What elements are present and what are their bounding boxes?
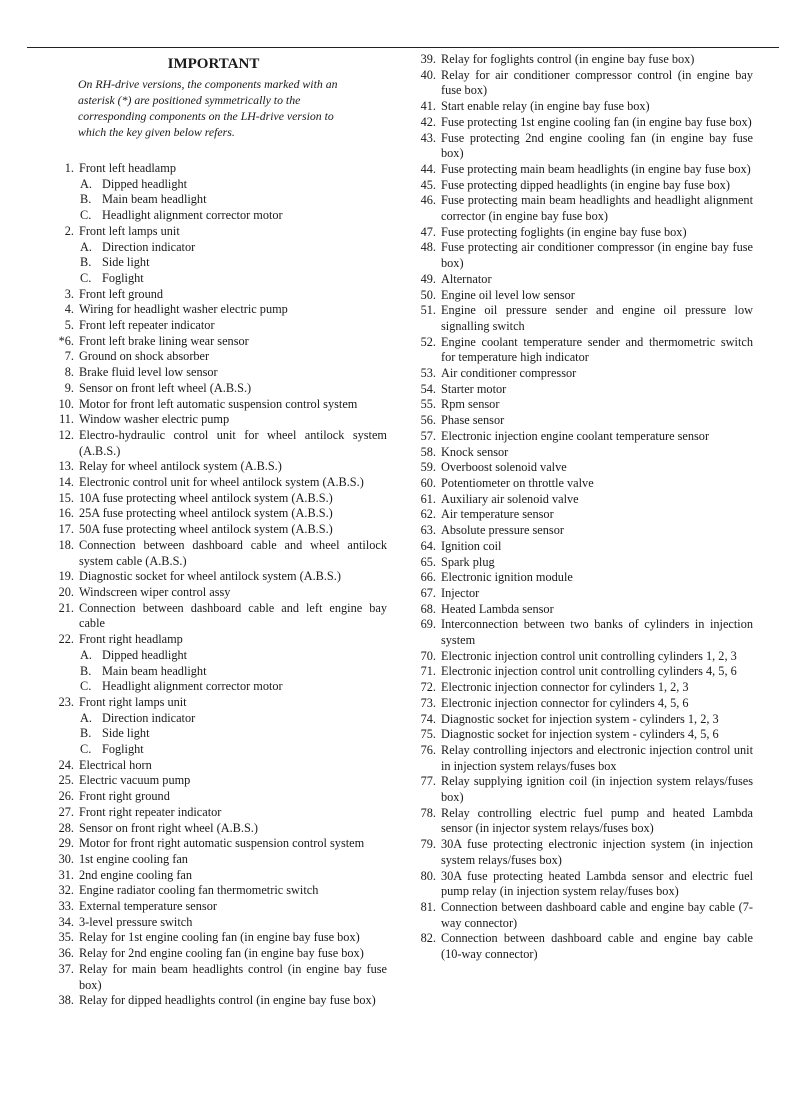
item-number: 9. bbox=[64, 380, 74, 395]
item-number: 55. bbox=[420, 397, 436, 412]
item-text: 25A fuse protecting wheel antilock system (A.B.S.) bbox=[79, 506, 333, 521]
item-number: 8. bbox=[64, 365, 74, 380]
item-number: 79. bbox=[420, 837, 436, 852]
list-item bbox=[408, 570, 753, 586]
item-number: 4. bbox=[64, 302, 74, 317]
sub-item bbox=[40, 679, 387, 695]
item-text: Alternator bbox=[441, 271, 492, 286]
list-item bbox=[408, 869, 753, 900]
item-text: Relay controlling injectors and electronic injection control unit in injection system relays/fuses box bbox=[441, 742, 753, 773]
item-number: 42. bbox=[420, 114, 436, 129]
item-number: 32. bbox=[58, 883, 74, 898]
item-text: Fuse protecting main beam headlights (in engine bay fuse box) bbox=[441, 161, 751, 176]
list-item bbox=[408, 476, 753, 492]
item-number: 74. bbox=[420, 711, 436, 726]
list-item bbox=[408, 52, 753, 68]
list-item bbox=[40, 365, 387, 381]
item-text: Engine oil level low sensor bbox=[441, 287, 575, 302]
item-text: Front right lamps unit bbox=[79, 694, 187, 709]
item-text: Rpm sensor bbox=[441, 397, 500, 412]
list-item bbox=[40, 397, 387, 413]
list-item bbox=[408, 743, 753, 774]
item-number: 56. bbox=[420, 413, 436, 428]
item-number: 48. bbox=[420, 240, 436, 255]
item-number: 1. bbox=[64, 161, 74, 175]
sub-item bbox=[40, 192, 387, 208]
item-number: 13. bbox=[58, 459, 74, 474]
sub-item-letter: C. bbox=[80, 679, 92, 694]
sub-item-text: Headlight alignment corrector motor bbox=[102, 208, 283, 223]
item-number: 37. bbox=[58, 961, 74, 976]
item-number: 46. bbox=[420, 193, 436, 208]
item-text: Relay for foglights control (in engine bay fuse box) bbox=[441, 52, 695, 66]
list-item bbox=[408, 445, 753, 461]
item-text: Front right headlamp bbox=[79, 632, 183, 647]
item-number: 33. bbox=[58, 899, 74, 914]
item-number: 41. bbox=[420, 99, 436, 114]
sub-item-letter: B. bbox=[80, 255, 92, 270]
item-text: Motor for front left automatic suspension control system bbox=[79, 396, 358, 411]
item-text: Motor for front right automatic suspension control system bbox=[79, 836, 365, 851]
list-item bbox=[408, 240, 753, 271]
sub-item-text: Side light bbox=[102, 255, 150, 270]
item-text: Phase sensor bbox=[441, 413, 505, 428]
list-item bbox=[40, 758, 387, 774]
item-text: Auxiliary air solenoid valve bbox=[441, 491, 579, 506]
sub-item-letter: A. bbox=[80, 647, 92, 662]
list-item bbox=[408, 397, 753, 413]
list-item bbox=[408, 712, 753, 728]
list-item bbox=[40, 538, 387, 569]
list-item bbox=[408, 539, 753, 555]
list-item bbox=[40, 821, 387, 837]
item-text: Air temperature sensor bbox=[441, 507, 554, 522]
item-text: 30A fuse protecting heated Lambda sensor and electric fuel pump relay (in injection system relay/fuses box) bbox=[441, 868, 753, 899]
list-item bbox=[40, 601, 387, 632]
item-number: 34. bbox=[58, 914, 74, 929]
list-item bbox=[40, 695, 387, 711]
top-rule bbox=[27, 47, 779, 48]
item-text: Diagnostic socket for injection system - cylinders 1, 2, 3 bbox=[441, 711, 719, 726]
list-item bbox=[40, 334, 387, 350]
item-number: 27. bbox=[58, 804, 74, 819]
item-text: Electric vacuum pump bbox=[79, 773, 191, 788]
list-item bbox=[40, 302, 387, 318]
list-item bbox=[408, 492, 753, 508]
list-item bbox=[408, 507, 753, 523]
list-item bbox=[40, 915, 387, 931]
item-number: 45. bbox=[420, 177, 436, 192]
sub-item bbox=[40, 726, 387, 742]
item-number: 63. bbox=[420, 523, 436, 538]
item-number: 25. bbox=[58, 773, 74, 788]
list-item bbox=[408, 193, 753, 224]
item-number: 81. bbox=[420, 899, 436, 914]
item-text: Air conditioner compressor bbox=[441, 366, 577, 381]
list-item bbox=[40, 773, 387, 789]
item-text: Wiring for headlight washer electric pump bbox=[79, 302, 288, 317]
item-number: 44. bbox=[420, 161, 436, 176]
list-item bbox=[40, 224, 387, 240]
list-item bbox=[40, 836, 387, 852]
item-text: Diagnostic socket for injection system - cylinders 4, 5, 6 bbox=[441, 727, 719, 742]
list-item bbox=[408, 115, 753, 131]
item-text: Engine oil pressure sender and engine oil pressure low signalling switch bbox=[441, 303, 753, 333]
sub-item-text: Headlight alignment corrector motor bbox=[102, 679, 283, 694]
item-number: 36. bbox=[58, 946, 74, 961]
list-item bbox=[40, 318, 387, 334]
list-item bbox=[408, 727, 753, 743]
item-number: 70. bbox=[420, 648, 436, 663]
item-number: 57. bbox=[420, 428, 436, 443]
item-number: 59. bbox=[420, 460, 436, 475]
item-text: Front left lamps unit bbox=[79, 223, 180, 238]
item-number: 24. bbox=[58, 757, 74, 772]
sub-item-text: Direction indicator bbox=[102, 710, 196, 725]
item-number: 73. bbox=[420, 695, 436, 710]
list-item bbox=[40, 789, 387, 805]
item-text: Front left ground bbox=[79, 286, 164, 301]
item-number: 52. bbox=[420, 334, 436, 349]
item-number: 76. bbox=[420, 742, 436, 757]
sub-item bbox=[40, 255, 387, 271]
item-text: Fuse protecting foglights (in engine bay fuse box) bbox=[441, 224, 687, 239]
item-text: Sensor on front left wheel (A.B.S.) bbox=[79, 380, 252, 395]
item-number: 72. bbox=[420, 680, 436, 695]
item-number: 3. bbox=[64, 286, 74, 301]
item-text: Window washer electric pump bbox=[79, 412, 230, 427]
item-text: Relay for 1st engine cooling fan (in engine bay fuse box) bbox=[79, 930, 360, 945]
list-item bbox=[408, 178, 753, 194]
item-number: 66. bbox=[420, 570, 436, 585]
item-number: 77. bbox=[420, 774, 436, 789]
item-text: Electronic control unit for wheel antilock system (A.B.S.) bbox=[79, 475, 364, 490]
item-number: 71. bbox=[420, 664, 436, 679]
item-text: Start enable relay (in engine bay fuse box) bbox=[441, 99, 650, 114]
item-number: 68. bbox=[420, 601, 436, 616]
sub-item-letter: C. bbox=[80, 270, 92, 285]
list-item bbox=[408, 429, 753, 445]
item-text: Electronic ignition module bbox=[441, 570, 573, 585]
sub-item bbox=[40, 177, 387, 193]
list-item bbox=[40, 428, 387, 459]
list-item bbox=[408, 806, 753, 837]
item-text: 3-level pressure switch bbox=[79, 914, 193, 929]
list-item bbox=[40, 412, 387, 428]
list-item bbox=[408, 837, 753, 868]
list-item bbox=[408, 680, 753, 696]
component-list-left bbox=[40, 161, 387, 1009]
list-item bbox=[408, 68, 753, 99]
sub-item-letter: C. bbox=[80, 742, 92, 757]
list-item bbox=[40, 475, 387, 491]
list-item bbox=[40, 459, 387, 475]
item-text: Connection between dashboard cable and wheel antilock system cable (A.B.S.) bbox=[79, 537, 387, 568]
item-text: Heated Lambda sensor bbox=[441, 601, 554, 616]
item-number: 17. bbox=[58, 522, 74, 537]
item-number: 5. bbox=[64, 318, 74, 333]
list-item bbox=[40, 522, 387, 538]
sub-item-letter: A. bbox=[80, 176, 92, 191]
list-item bbox=[408, 225, 753, 241]
item-number: 39. bbox=[420, 52, 436, 66]
item-text: Fuse protecting air conditioner compressor (in engine bay fuse box) bbox=[441, 240, 753, 271]
item-text: Injector bbox=[441, 585, 480, 600]
item-text: Electro-hydraulic control unit for wheel antilock system (A.B.S.) bbox=[79, 427, 387, 458]
item-number: 78. bbox=[420, 805, 436, 820]
list-item bbox=[408, 366, 753, 382]
list-item bbox=[40, 962, 387, 993]
item-text: Relay for main beam headlights control (in engine bay fuse box) bbox=[79, 961, 387, 992]
list-item bbox=[40, 161, 387, 177]
item-text: Fuse protecting dipped headlights (in engine bay fuse box) bbox=[441, 177, 730, 192]
item-text: Electronic injection control unit controlling cylinders 4, 5, 6 bbox=[441, 664, 737, 679]
item-number: 30. bbox=[58, 851, 74, 866]
item-number: 23. bbox=[58, 694, 74, 709]
item-text: Fuse protecting main beam headlights and headlight alignment corrector (in engine bay fuse box) bbox=[441, 193, 753, 224]
item-number: 35. bbox=[58, 930, 74, 945]
item-text: Engine coolant temperature sender and thermometric switch for temperature high indicator bbox=[441, 334, 753, 365]
item-number: 11. bbox=[59, 412, 74, 427]
item-number: 60. bbox=[420, 475, 436, 490]
sub-item bbox=[40, 664, 387, 680]
item-text: Relay for dipped headlights control (in engine bay fuse box) bbox=[79, 993, 376, 1008]
sub-item bbox=[40, 648, 387, 664]
item-text: Windscreen wiper control assy bbox=[79, 584, 231, 599]
page-heading: IMPORTANT bbox=[167, 56, 260, 72]
sub-item-text: Foglight bbox=[102, 270, 144, 285]
item-text: Front left brake lining wear sensor bbox=[79, 333, 249, 348]
item-text: Ignition coil bbox=[441, 538, 502, 553]
component-list-right bbox=[408, 52, 753, 963]
item-text: Electrical horn bbox=[79, 757, 152, 772]
item-number: 15. bbox=[58, 490, 74, 505]
list-item bbox=[40, 805, 387, 821]
item-text: Electronic injection engine coolant temperature sensor bbox=[441, 428, 710, 443]
item-number: 53. bbox=[420, 366, 436, 381]
item-number: 7. bbox=[64, 349, 74, 364]
item-text: Connection between dashboard cable and engine bay cable (7-way connector) bbox=[441, 899, 753, 930]
item-text: Engine radiator cooling fan thermometric switch bbox=[79, 883, 319, 898]
list-item bbox=[408, 586, 753, 602]
left-column bbox=[40, 52, 387, 1009]
sub-item bbox=[40, 208, 387, 224]
item-text: Electronic injection control unit controlling cylinders 1, 2, 3 bbox=[441, 648, 737, 663]
item-text: Potentiometer on throttle valve bbox=[441, 475, 594, 490]
item-text: Relay for air conditioner compressor control (in engine bay fuse box) bbox=[441, 67, 753, 98]
item-number: 40. bbox=[420, 67, 436, 82]
item-text: Front right repeater indicator bbox=[79, 804, 222, 819]
list-item bbox=[40, 349, 387, 365]
item-number: 21. bbox=[58, 600, 74, 615]
item-text: Starter motor bbox=[441, 381, 507, 396]
list-item bbox=[408, 99, 753, 115]
item-number: 19. bbox=[58, 569, 74, 584]
list-item bbox=[408, 460, 753, 476]
sub-item-text: Foglight bbox=[102, 742, 144, 757]
list-item bbox=[408, 288, 753, 304]
sub-item-text: Direction indicator bbox=[102, 239, 196, 254]
item-number: 61. bbox=[420, 491, 436, 506]
item-text: Knock sensor bbox=[441, 444, 509, 459]
list-item bbox=[40, 569, 387, 585]
item-text: External temperature sensor bbox=[79, 899, 217, 914]
item-text: 50A fuse protecting wheel antilock system (A.B.S.) bbox=[79, 522, 333, 537]
list-item bbox=[40, 506, 387, 522]
item-number: 47. bbox=[420, 224, 436, 239]
item-number: 26. bbox=[58, 789, 74, 804]
sub-item-text: Side light bbox=[102, 726, 150, 741]
right-column bbox=[408, 52, 753, 963]
item-text: 10A fuse protecting wheel antilock system (A.B.S.) bbox=[79, 490, 333, 505]
item-number: *6. bbox=[58, 333, 74, 348]
sub-item-text: Main beam headlight bbox=[102, 663, 207, 678]
list-item bbox=[40, 993, 387, 1009]
item-number: 2. bbox=[64, 223, 74, 238]
item-text: Interconnection between two banks of cylinders in injection system bbox=[441, 617, 753, 648]
sub-item-letter: B. bbox=[80, 726, 92, 741]
item-text: Front right ground bbox=[79, 789, 170, 804]
sub-item bbox=[40, 711, 387, 727]
list-item bbox=[408, 272, 753, 288]
item-text: Sensor on front right wheel (A.B.S.) bbox=[79, 820, 258, 835]
item-text: 30A fuse protecting electronic injection system (in injection system relays/fuses box) bbox=[441, 837, 753, 867]
item-text: Relay supplying ignition coil (in injection system relays/fuses box) bbox=[441, 774, 753, 805]
list-item bbox=[40, 381, 387, 397]
item-number: 51. bbox=[420, 303, 436, 318]
item-number: 16. bbox=[58, 506, 74, 521]
item-text: Connection between dashboard cable and left engine bay cable bbox=[79, 600, 387, 631]
list-item bbox=[408, 696, 753, 712]
item-number: 29. bbox=[58, 836, 74, 851]
sub-item-text: Dipped headlight bbox=[102, 176, 188, 191]
item-number: 58. bbox=[420, 444, 436, 459]
item-text: Connection between dashboard cable and engine bay cable (10-way connector) bbox=[441, 931, 753, 962]
rh-drive-note: On RH-drive versions, the components marked with an asterisk (*) are positioned symmetrically to the corresponding components on the LH-drive version to which the key given below refers. bbox=[78, 77, 338, 139]
item-number: 75. bbox=[420, 727, 436, 742]
list-item bbox=[408, 413, 753, 429]
item-text: Diagnostic socket for wheel antilock system (A.B.S.) bbox=[79, 569, 341, 584]
item-number: 10. bbox=[58, 396, 74, 411]
item-number: 80. bbox=[420, 868, 436, 883]
list-item bbox=[408, 303, 753, 334]
list-item bbox=[40, 930, 387, 946]
item-text: Front left repeater indicator bbox=[79, 318, 215, 333]
list-item bbox=[40, 585, 387, 601]
sub-item-letter: A. bbox=[80, 710, 92, 725]
list-item bbox=[408, 523, 753, 539]
list-item bbox=[408, 131, 753, 162]
item-text: 1st engine cooling fan bbox=[79, 851, 188, 866]
item-text: Relay for wheel antilock system (A.B.S.) bbox=[79, 459, 282, 474]
item-number: 69. bbox=[420, 617, 436, 632]
list-item bbox=[408, 664, 753, 680]
item-number: 38. bbox=[58, 993, 74, 1008]
list-item bbox=[408, 555, 753, 571]
sub-item-text: Dipped headlight bbox=[102, 647, 188, 662]
list-item bbox=[408, 162, 753, 178]
list-item bbox=[40, 899, 387, 915]
list-item bbox=[40, 868, 387, 884]
sub-item-letter: B. bbox=[80, 192, 92, 207]
list-item bbox=[40, 852, 387, 868]
item-text: Spark plug bbox=[441, 554, 495, 569]
list-item bbox=[408, 900, 753, 931]
item-text: Overboost solenoid valve bbox=[441, 460, 567, 475]
item-text: Brake fluid level low sensor bbox=[79, 365, 218, 380]
sub-item-letter: B. bbox=[80, 663, 92, 678]
sub-item bbox=[40, 240, 387, 256]
item-text: Electronic injection connector for cylinders 4, 5, 6 bbox=[441, 695, 689, 710]
item-number: 49. bbox=[420, 271, 436, 286]
item-text: Fuse protecting 2nd engine cooling fan (in engine bay fuse box) bbox=[441, 130, 753, 161]
list-item bbox=[408, 335, 753, 366]
item-text: Absolute pressure sensor bbox=[441, 523, 564, 538]
item-number: 12. bbox=[58, 427, 74, 442]
item-number: 18. bbox=[58, 537, 74, 552]
item-number: 82. bbox=[420, 931, 436, 946]
list-item bbox=[408, 649, 753, 665]
item-number: 31. bbox=[58, 867, 74, 882]
sub-item bbox=[40, 271, 387, 287]
item-number: 50. bbox=[420, 287, 436, 302]
item-text: 2nd engine cooling fan bbox=[79, 867, 193, 882]
list-item bbox=[40, 946, 387, 962]
sub-item-text: Main beam headlight bbox=[102, 192, 207, 207]
list-item bbox=[408, 602, 753, 618]
item-number: 14. bbox=[58, 475, 74, 490]
item-number: 67. bbox=[420, 585, 436, 600]
item-text: Ground on shock absorber bbox=[79, 349, 210, 364]
list-item bbox=[40, 632, 387, 648]
item-text: Fuse protecting 1st engine cooling fan (in engine bay fuse box) bbox=[441, 114, 752, 129]
item-number: 28. bbox=[58, 820, 74, 835]
item-number: 43. bbox=[420, 130, 436, 145]
item-number: 20. bbox=[58, 584, 74, 599]
item-text: Relay for 2nd engine cooling fan (in engine bay fuse box) bbox=[79, 946, 364, 961]
list-item bbox=[408, 382, 753, 398]
item-number: 54. bbox=[420, 381, 436, 396]
list-item bbox=[40, 883, 387, 899]
item-number: 64. bbox=[420, 538, 436, 553]
item-number: 62. bbox=[420, 507, 436, 522]
list-item bbox=[40, 491, 387, 507]
item-text: Electronic injection connector for cylinders 1, 2, 3 bbox=[441, 680, 689, 695]
item-text: Front left headlamp bbox=[79, 161, 176, 175]
sub-item bbox=[40, 742, 387, 758]
sub-item-letter: C. bbox=[80, 208, 92, 223]
item-number: 65. bbox=[420, 554, 436, 569]
list-item bbox=[408, 617, 753, 648]
item-text: Relay controlling electric fuel pump and heated Lambda sensor (in injector system relays/fuses box) bbox=[441, 805, 753, 836]
sub-item-letter: A. bbox=[80, 239, 92, 254]
list-item bbox=[408, 774, 753, 805]
list-item bbox=[40, 287, 387, 303]
item-number: 22. bbox=[58, 632, 74, 647]
list-item bbox=[408, 931, 753, 962]
